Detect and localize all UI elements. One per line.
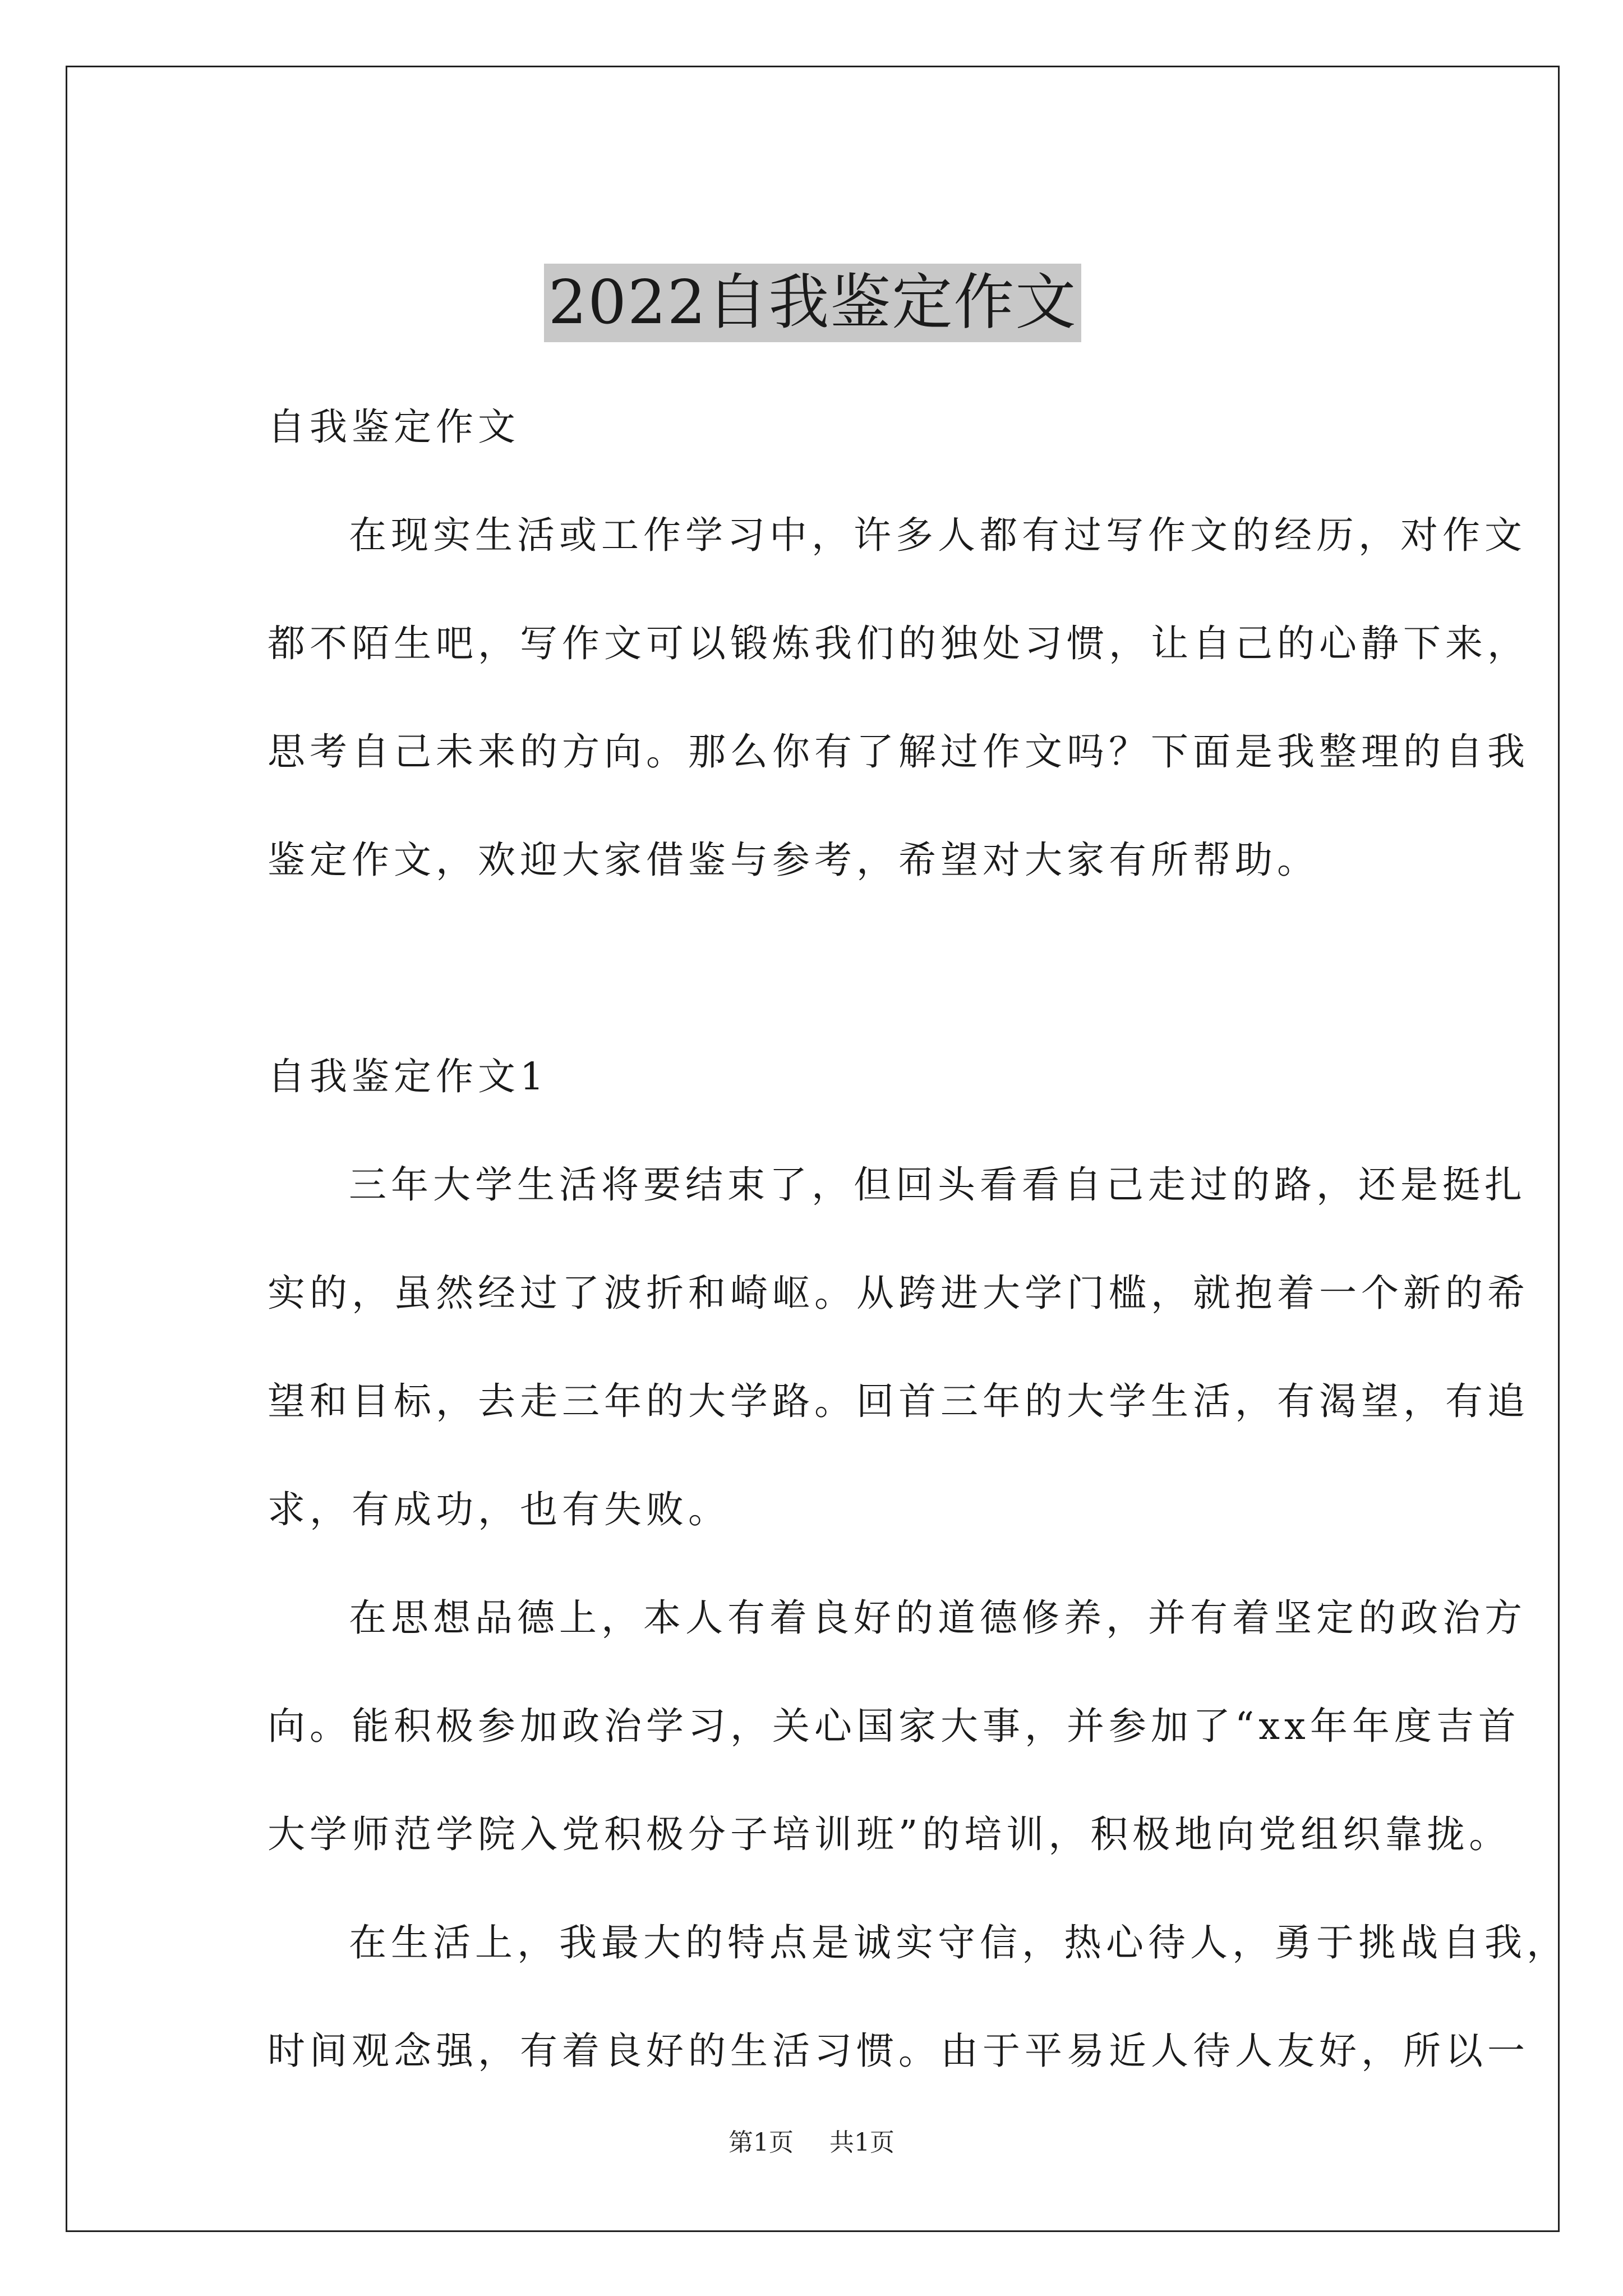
- paragraph-line: 望和目标，去走三年的大学路。回首三年的大学生活，有渴望，有追: [268, 1379, 1529, 1423]
- paragraph-line: 大学师范学院入党积极分子培训班”的培训，积极地向党组织靠拢。: [268, 1812, 1511, 1856]
- paragraph-line: 都不陌生吧，写作文可以锻炼我们的独处习惯，让自己的心静下来，: [268, 622, 1529, 665]
- document-body: [268, 373, 1569, 2105]
- paragraph-line: 时间观念强，有着良好的生活习惯。由于平易近人待人友好，所以一: [268, 2029, 1529, 2073]
- document-title-text: 2022自我鉴定作文: [544, 264, 1082, 342]
- paragraph-line: 三年大学生活将要结束了，但回头看看自己走过的路，还是挺扎: [349, 1163, 1527, 1207]
- paragraph-line: 求，有成功，也有失败。: [268, 1488, 730, 1531]
- page-number-current: 第1页: [728, 2128, 794, 2157]
- paragraph-line: 思考自己未来的方向。那么你有了解过作文吗？下面是我整理的自我: [268, 730, 1529, 774]
- section-heading: 自我鉴定作文1: [268, 1055, 548, 1098]
- paragraph-line: 在思想品德上，本人有着良好的道德修养，并有着坚定的政治方: [349, 1596, 1527, 1640]
- section-heading: 自我鉴定作文: [268, 405, 520, 449]
- page-number-total: 共1页: [829, 2128, 895, 2157]
- paragraph-line: 在现实生活或工作学习中，许多人都有过写作文的经历，对作文: [349, 513, 1527, 557]
- blank-line: [268, 914, 1496, 1023]
- paragraph-line: 鉴定作文，欢迎大家借鉴与参考，希望对大家有所帮助。: [268, 838, 1319, 882]
- document-title: [67, 264, 1558, 342]
- paragraph-line: 在生活上，我最大的特点是诚实守信，热心待人，勇于挑战自我，: [349, 1921, 1569, 1964]
- page-frame: [66, 66, 1569, 2232]
- page-footer: [0, 2126, 1623, 2160]
- paragraph-line: 向。能积极参加政治学习，关心国家大事，并参加了“xx年年度吉首: [268, 1704, 1520, 1748]
- paragraph-line: 实的，虽然经过了波折和崎岖。从跨进大学门槛，就抱着一个新的希: [268, 1271, 1529, 1315]
